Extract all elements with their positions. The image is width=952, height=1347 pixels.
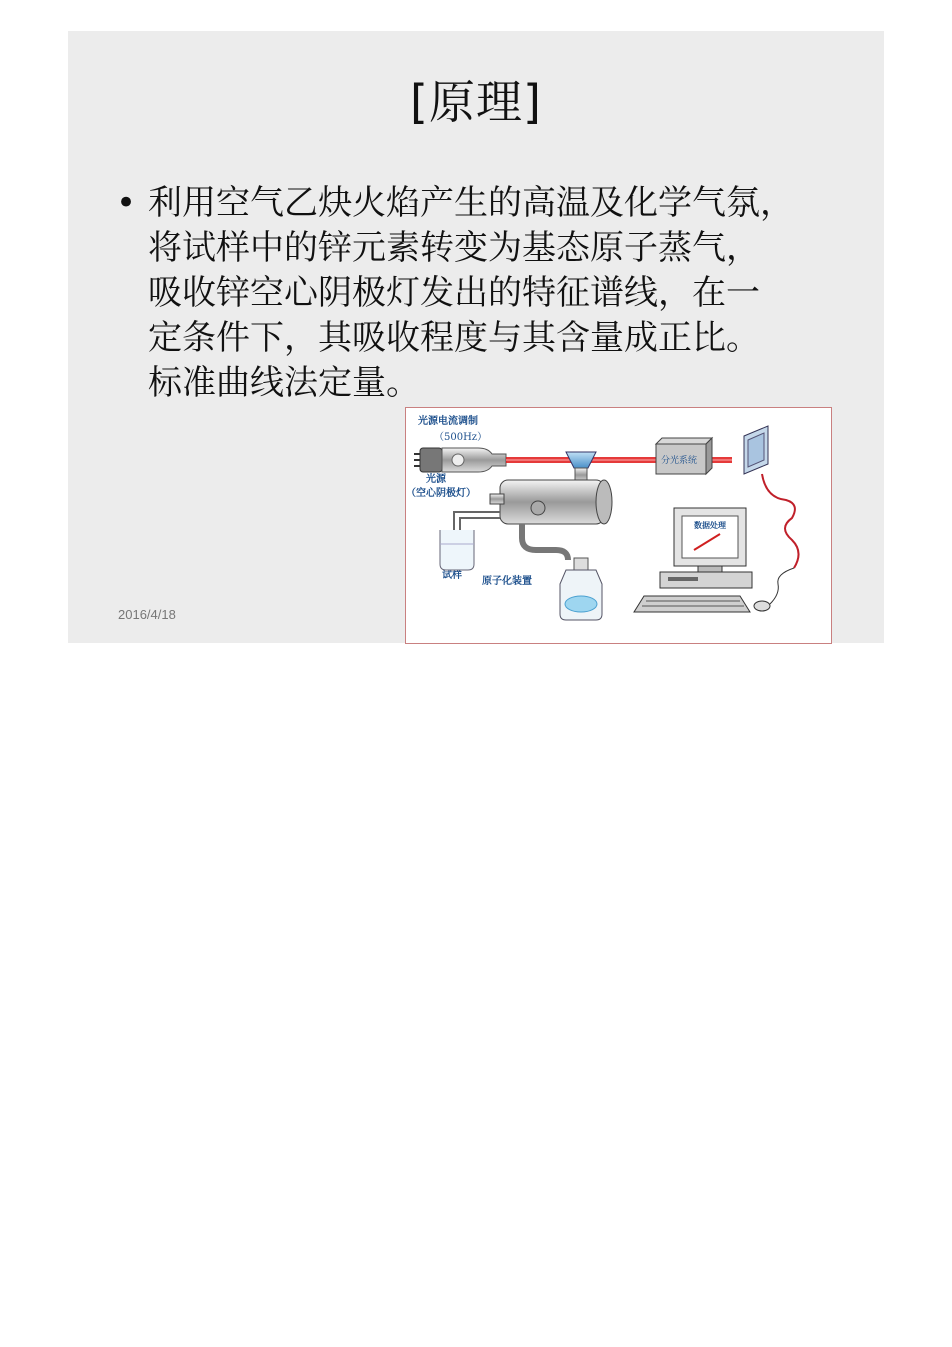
slide-title: [原理]	[410, 75, 542, 129]
atomizer-label: 原子化装置	[482, 576, 532, 587]
source-label: 光源	[426, 474, 446, 485]
slide-date: 2016/4/18	[118, 607, 176, 622]
frequency-label: （500Hz）	[434, 432, 488, 443]
light-modulation-label: 光源电流调制	[418, 416, 478, 427]
sample-beaker-icon	[440, 512, 500, 570]
lamp-label: （空心阴极灯）	[406, 488, 476, 499]
detector-icon	[744, 426, 768, 474]
hollow-cathode-lamp-icon	[414, 448, 506, 472]
bullet-text: 利用空气乙炔火焰产生的高温及化学气氛， 将试样中的锌元素转变为基态原子蒸气， 吸收锌空心阴极灯发出的特征谱线，在一 定条件下，其吸收程度与其含量成正比。 标准曲线法定量。	[148, 183, 794, 403]
spectro-label: 分光系统	[661, 456, 698, 466]
waste-bottle-icon	[560, 558, 602, 620]
aas-diagram	[405, 407, 832, 644]
atomizer-chamber-icon	[490, 480, 612, 560]
data-label: 数据处理	[694, 520, 726, 530]
sample-label: 试样	[442, 570, 462, 581]
computer-icon	[634, 508, 794, 612]
burner-icon	[566, 452, 596, 482]
bullet-dot-icon: •	[116, 183, 137, 223]
signal-cable	[762, 474, 799, 568]
slide	[68, 31, 884, 643]
spectrometer-icon	[656, 438, 712, 474]
